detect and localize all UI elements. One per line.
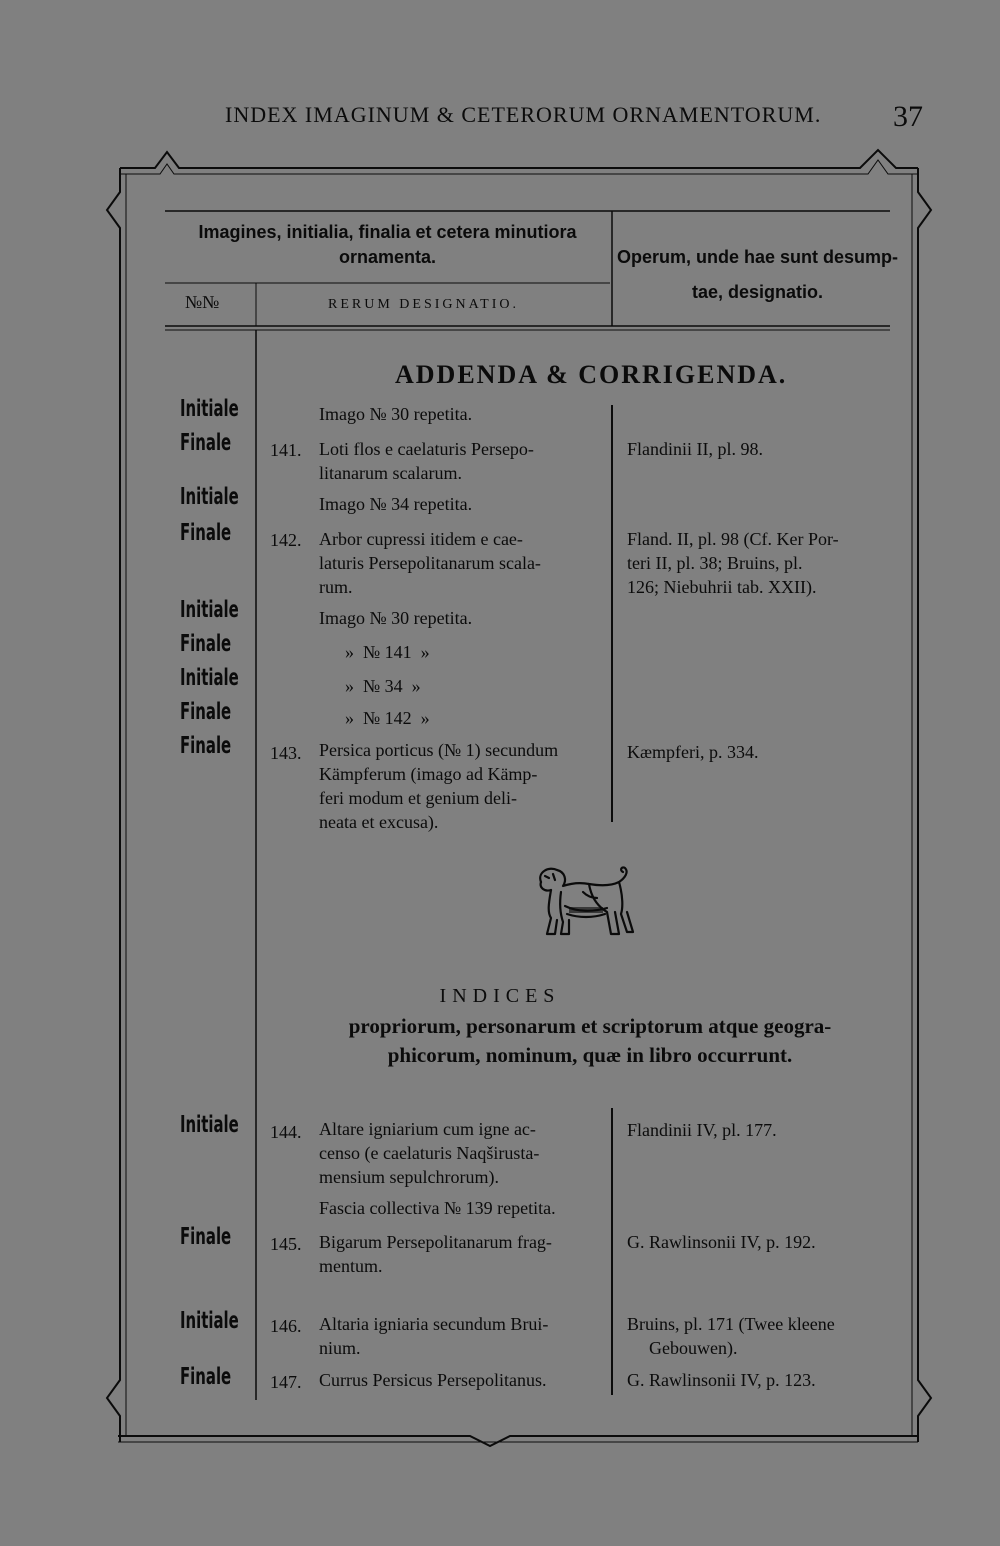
ornament-type-label: Finale	[180, 1364, 232, 1390]
row-source	[627, 1368, 897, 1392]
indices-title: INDICES	[439, 985, 561, 1007]
source-line: Kæmpferi, p. 334.	[627, 742, 759, 762]
row-description	[319, 1312, 601, 1360]
row-number: 141.	[270, 440, 302, 460]
source-line: 126; Niebuhrii tab. XXII).	[627, 577, 817, 597]
header-images-column	[165, 220, 610, 270]
description-line: feri modum et genium deli-	[319, 788, 517, 808]
source-line: Flandinii II, pl. 98.	[627, 439, 763, 459]
row-description	[345, 674, 545, 698]
description-line: » № 141 »	[345, 642, 430, 662]
indices-subtitle	[280, 1012, 900, 1070]
description-line: Imago № 30 repetita.	[319, 404, 473, 424]
lion-vignette	[527, 862, 637, 942]
description-line: Altaria igniaria secundum Brui-	[319, 1314, 549, 1334]
row-source	[627, 1230, 897, 1254]
source-line: Bruins, pl. 171 (Twee kleene	[627, 1314, 835, 1334]
row-number: 147.	[270, 1372, 302, 1392]
description-line: Altare igniarium cum igne ac-	[319, 1119, 536, 1139]
header-numbers-label: №№	[185, 292, 220, 312]
ornament-type-label: Finale	[180, 699, 232, 725]
row-description	[319, 606, 601, 630]
row-description	[345, 706, 545, 730]
description-line: Bigarum Persepolitanarum frag-	[319, 1232, 552, 1252]
row-description	[319, 527, 601, 599]
ornament-type-label: Initiale	[180, 1308, 239, 1334]
row-number: 146.	[270, 1316, 302, 1336]
row-description	[319, 437, 601, 485]
indices-subtitle-line1: propriorum, personarum et scriptorum atque geogra-	[348, 1014, 832, 1038]
ornament-type-label: Initiale	[180, 484, 239, 510]
row-number: 145.	[270, 1234, 302, 1254]
ornament-type-label: Finale	[180, 733, 232, 759]
header-works-line1: Operum, unde hae sunt desump-	[616, 247, 899, 267]
page-number: 37	[893, 100, 923, 133]
header-images-line2: ornamenta.	[338, 247, 437, 267]
source-line: G. Rawlinsonii IV, p. 123.	[627, 1370, 816, 1390]
ornament-type-label: Finale	[180, 1224, 232, 1250]
description-line: Currus Persicus Persepolitanus.	[319, 1370, 547, 1390]
row-description	[319, 1117, 601, 1189]
description-line: Imago № 34 repetita.	[319, 494, 473, 514]
row-description	[319, 1196, 601, 1220]
row-description	[319, 1368, 601, 1392]
source-line: teri II, pl. 38; Bruins, pl.	[627, 553, 803, 573]
description-line: Loti flos e caelaturis Persepo-	[319, 439, 534, 459]
ornament-type-label: Initiale	[180, 1112, 239, 1138]
row-description	[319, 402, 601, 426]
description-line: litanarum scalarum.	[319, 463, 462, 483]
source-line: Fland. II, pl. 98 (Cf. Ker Por-	[627, 529, 839, 549]
row-description	[345, 640, 545, 664]
description-line: Kämpferum (imago ad Kämp-	[319, 764, 538, 784]
description-line: rum.	[319, 577, 353, 597]
source-line: Flandinii IV, pl. 177.	[627, 1120, 777, 1140]
header-images-line1: Imagines, initialia, finalia et cetera minutiora	[198, 222, 577, 242]
row-number: 142.	[270, 530, 302, 550]
row-source	[627, 437, 897, 461]
description-line: mensium sepulchrorum).	[319, 1167, 499, 1187]
description-line: neata et excusa).	[319, 812, 439, 832]
ornament-type-label: Finale	[180, 520, 232, 546]
row-source	[627, 740, 897, 764]
description-line: Fascia collectiva № 139 repetita.	[319, 1198, 556, 1218]
ornament-type-label: Finale	[180, 430, 232, 456]
description-line: mentum.	[319, 1256, 383, 1276]
source-line: Gebouwen).	[649, 1338, 738, 1358]
row-description	[319, 492, 601, 516]
ornament-type-label: Initiale	[180, 665, 239, 691]
section-heading: ADDENDA & CORRIGENDA.	[395, 360, 788, 389]
description-line: laturis Persepolitanarum scala-	[319, 553, 541, 573]
ornament-type-label: Initiale	[180, 396, 239, 422]
row-number: 143.	[270, 743, 302, 763]
description-line: Persica porticus (№ 1) secundum	[319, 740, 559, 760]
row-source	[627, 1312, 897, 1360]
header-works-column	[615, 240, 900, 310]
indices-subtitle-line2: phicorum, nominum, quæ in libro occurrunt.	[387, 1043, 793, 1067]
description-line: » № 142 »	[345, 708, 430, 728]
description-line: nium.	[319, 1338, 361, 1358]
running-head-title: INDEX IMAGINUM & CETERORUM ORNAMENTORUM.	[225, 102, 822, 127]
row-source	[627, 1118, 897, 1142]
ornament-type-label: Initiale	[180, 597, 239, 623]
row-description	[319, 1230, 601, 1278]
description-line: Imago № 30 repetita.	[319, 608, 473, 628]
header-designation-label: RERUM DESIGNATIO.	[328, 297, 519, 312]
source-line: G. Rawlinsonii IV, p. 192.	[627, 1232, 816, 1252]
ornament-type-label: Finale	[180, 631, 232, 657]
description-line: » № 34 »	[345, 676, 421, 696]
description-line: Arbor cupressi itidem e cae-	[319, 529, 523, 549]
row-source	[627, 527, 897, 599]
header-works-line2: tae, designatio.	[691, 282, 824, 302]
row-number: 144.	[270, 1122, 302, 1142]
description-line: censo (e caelaturis Naqširusta-	[319, 1143, 540, 1163]
row-description	[319, 738, 601, 834]
